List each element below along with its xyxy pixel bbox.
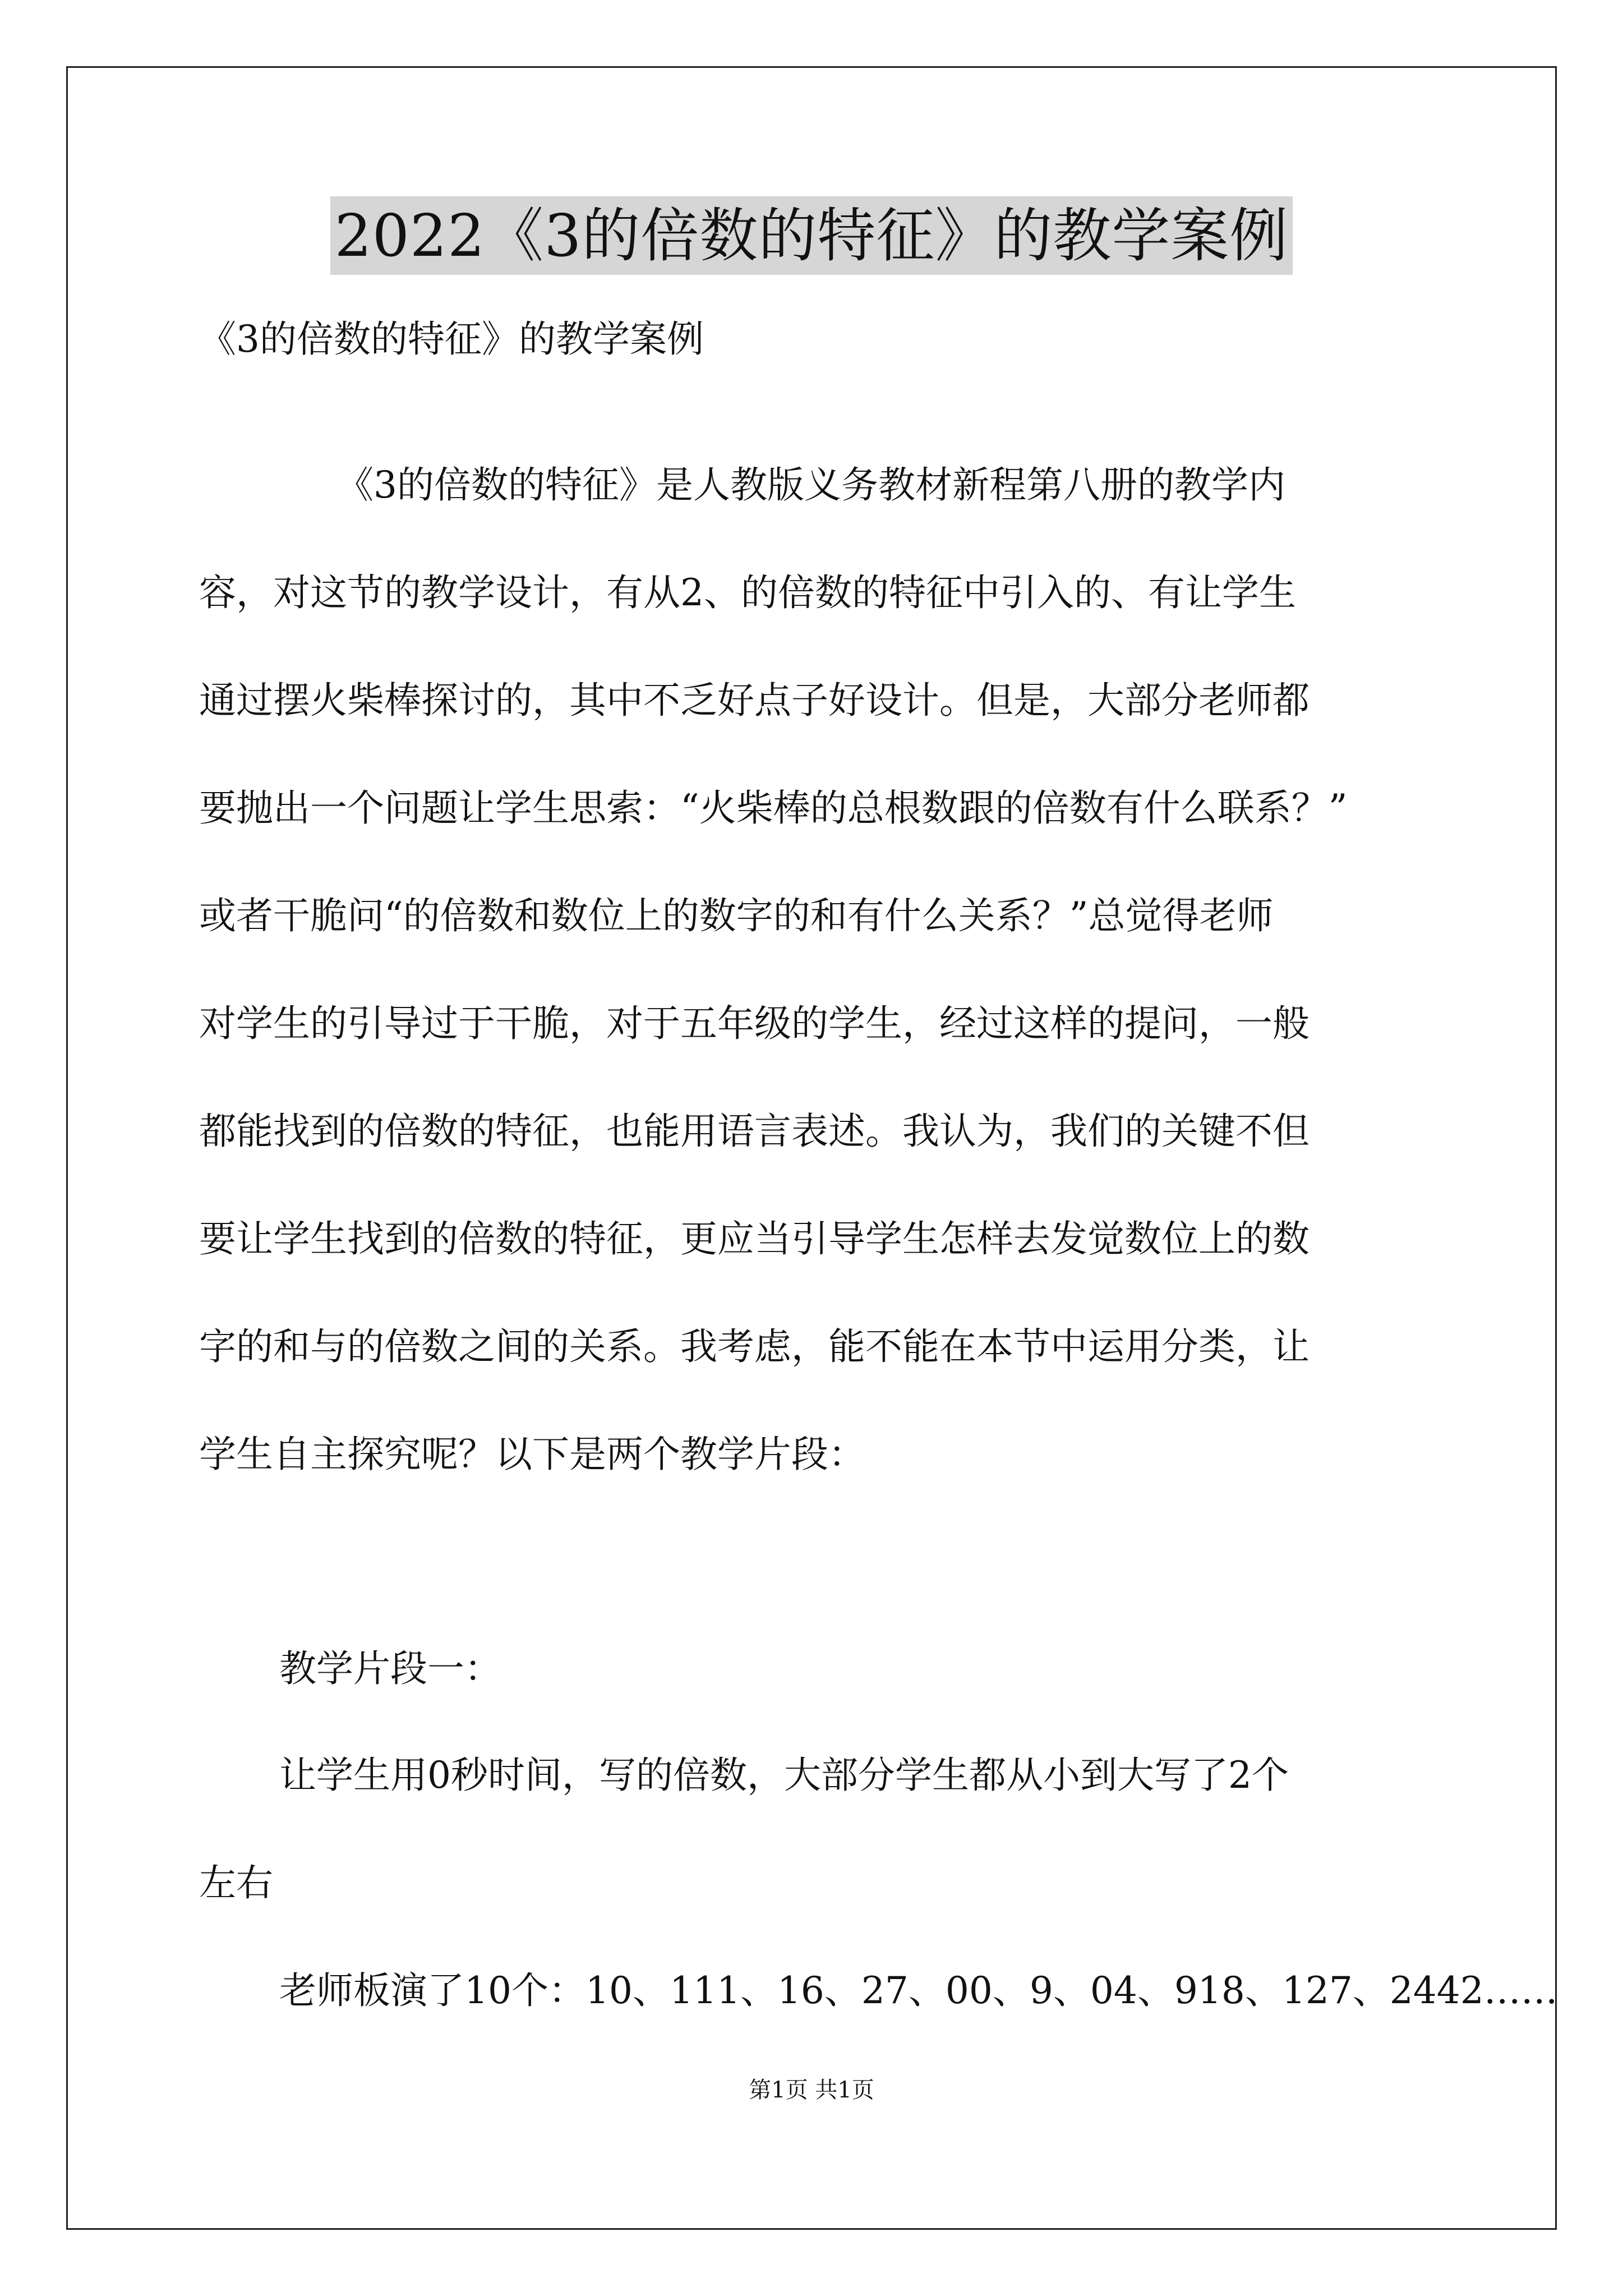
paragraph-line: 左右 bbox=[199, 1861, 273, 1904]
paragraph-line: 让学生用0秒时间，写的倍数，大部分学生都从小到大写了2个 bbox=[279, 1754, 1289, 1797]
paragraph-line: 要抛出一个问题让学生思索：“火柴棒的总根数跟的倍数有什么联系？” bbox=[199, 786, 1348, 830]
paragraph-line: 通过摆火柴棒探讨的，其中不乏好点子好设计。但是，大部分老师都 bbox=[199, 679, 1310, 722]
paragraph-line: 都能找到的倍数的特征，也能用语言表述。我认为，我们的关键不但 bbox=[199, 1110, 1310, 1153]
paragraph-line: 或者干脆问“的倍数和数位上的数字的和有什么关系？”总觉得老师 bbox=[199, 894, 1274, 937]
paragraph-line: 老师板演了10个：10、111、16、27、00、9、04、918、127、2442…… bbox=[279, 1969, 1558, 2012]
paragraph-line: 《3的倍数的特征》是人教版义务教材新程第八册的教学内 bbox=[336, 463, 1285, 507]
document-title: 2022《3的倍数的特征》的教学案例 bbox=[330, 196, 1293, 275]
document-subtitle: 《3的倍数的特征》的教学案例 bbox=[199, 318, 704, 361]
paragraph-line: 对学生的引导过于干脆，对于五年级的学生，经过这样的提问，一般 bbox=[199, 1002, 1310, 1045]
paragraph-line: 学生自主探究呢？以下是两个教学片段： bbox=[199, 1433, 865, 1476]
section-heading: 教学片段一： bbox=[279, 1647, 501, 1690]
page-footer: 第1页 共1页 bbox=[749, 2077, 874, 2103]
title-container bbox=[0, 196, 1623, 275]
paragraph-line: 字的和与的倍数之间的关系。我考虑，能不能在本节中运用分类，让 bbox=[199, 1325, 1310, 1368]
paragraph-line: 要让学生找到的倍数的特征，更应当引导学生怎样去发觉数位上的数 bbox=[199, 1217, 1310, 1260]
paragraph-line: 容，对这节的教学设计，有从2、的倍数的特征中引入的、有让学生 bbox=[199, 571, 1296, 614]
